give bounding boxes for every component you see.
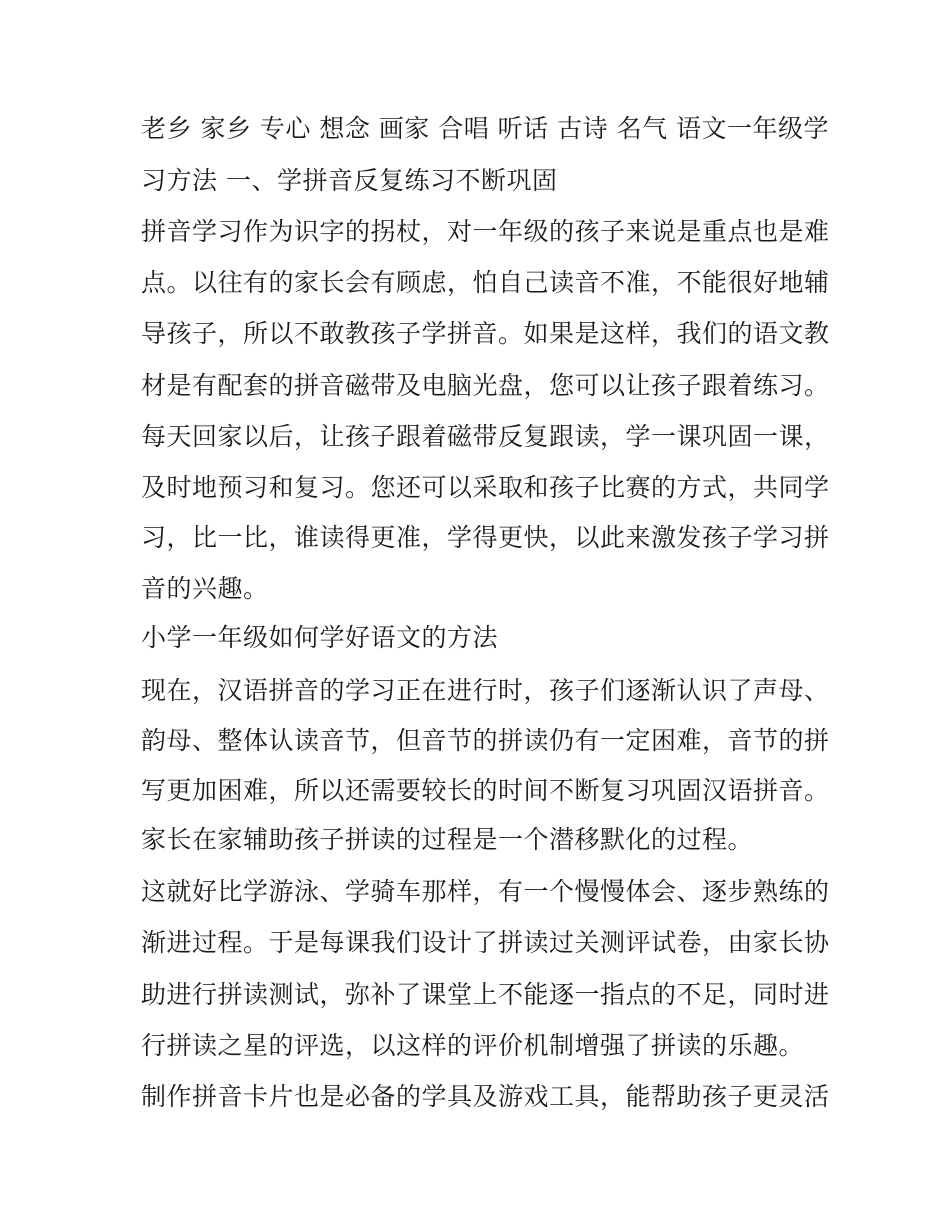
text-line: 现在，汉语拼音的学习正在进行时，孩子们逐渐认识了声母、 [141, 676, 830, 705]
text-line: 写更加困难，所以还需要较长的时间不断复习巩固汉语拼音。 [141, 776, 830, 805]
text-line: 助进行拼读测试，弥补了课堂上不能逐一指点的不足，同时进 [141, 980, 830, 1009]
section-heading: 小学一年级如何学好语文的方法 [141, 623, 499, 652]
text-line: 每天回家以后，让孩子跟着磁带反复跟读，学一课巩固一课， [141, 422, 830, 451]
text-line: 拼音学习作为识字的拐杖，对一年级的孩子来说是重点也是难 [141, 217, 830, 246]
text-line: 韵母、整体认读音节，但音节的拼读仍有一定困难，音节的拼 [141, 726, 830, 755]
text-line: 渐进过程。于是每课我们设计了拼读过关测评试卷，由家长协 [141, 928, 830, 957]
text-line: 导孩子，所以不敢教孩子学拼音。如果是这样，我们的语文教 [141, 319, 830, 348]
text-line: 行拼读之星的评选，以这样的评价机制增强了拼读的乐趣。 [141, 1031, 805, 1060]
text-line: 习，比一比，谁读得更准，学得更快，以此来激发孩子学习拼 [141, 523, 830, 552]
text-line: 习方法 一、学拼音反复练习不断巩固 [141, 166, 558, 195]
text-line: 材是有配套的拼音磁带及电脑光盘，您可以让孩子跟着练习。 [141, 371, 830, 400]
text-line: 老乡 家乡 专心 想念 画家 合唱 听话 古诗 名气 语文一年级学 [141, 114, 830, 143]
text-line: 制作拼音卡片也是必备的学具及游戏工具，能帮助孩子更灵活 [141, 1082, 830, 1111]
text-line: 家长在家辅助孩子拼读的过程是一个潜移默化的过程。 [141, 825, 754, 854]
text-line: 及时地预习和复习。您还可以采取和孩子比赛的方式，共同学 [141, 473, 830, 502]
text-line: 这就好比学游泳、学骑车那样，有一个慢慢体会、逐步熟练的 [141, 877, 830, 906]
text-line: 音的兴趣。 [141, 574, 269, 603]
text-line: 点。以往有的家长会有顾虑，怕自己读音不准，不能很好地辅 [141, 268, 830, 297]
